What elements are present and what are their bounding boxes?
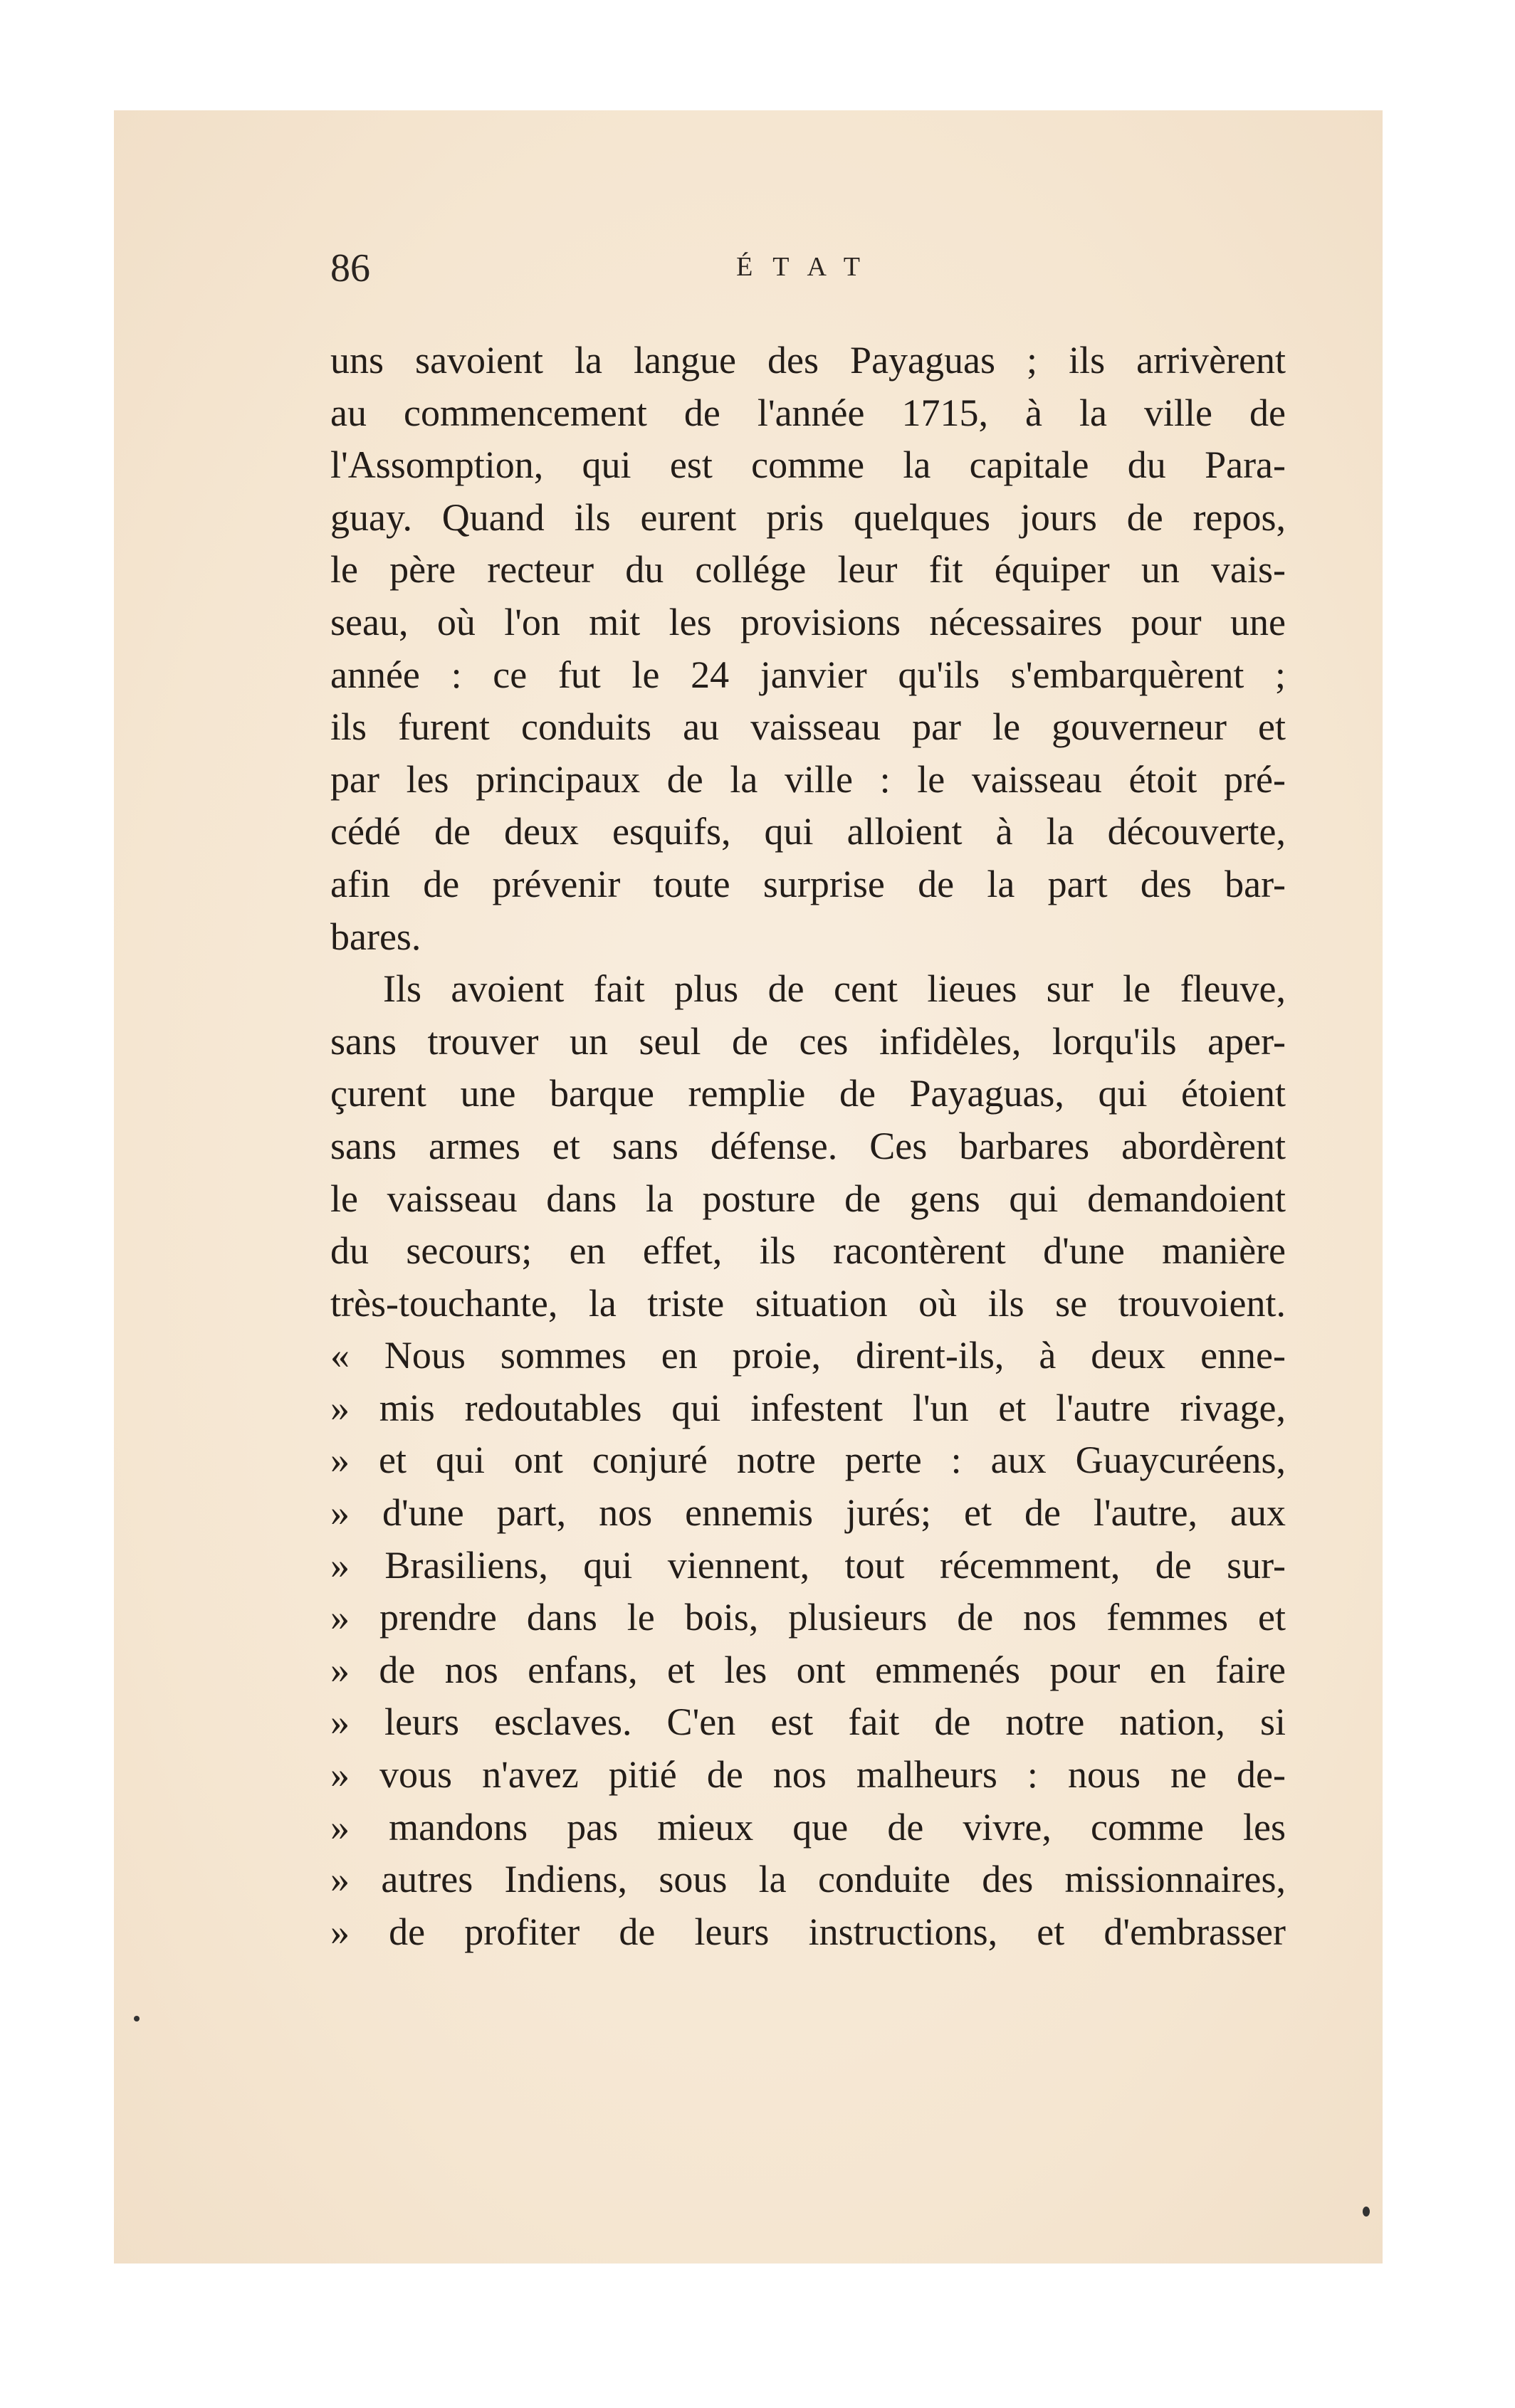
text-line: sans trouver un seul de ces infidèles, lorqu'ils aper-	[330, 1019, 1286, 1063]
text-line: » Brasiliens, qui viennent, tout récemment, de sur-	[330, 1543, 1286, 1587]
text-line: année : ce fut le 24 janvier qu'ils s'embarquèrent ;	[330, 653, 1286, 696]
text-line: du secours; en effet, ils racontèrent d'une manière	[330, 1229, 1286, 1273]
speck	[1363, 2207, 1370, 2217]
text-line: » et qui ont conjuré notre perte : aux Guaycuréens,	[330, 1439, 1286, 1482]
text-line: » mis redoutables qui infestent l'un et l'autre rivage,	[330, 1386, 1286, 1429]
page-number: 86	[330, 246, 370, 290]
text-line: sans armes et sans défense. Ces barbares abordèrent	[330, 1124, 1286, 1167]
text-line: très-touchante, la triste situation où ils se trouvoient.	[330, 1281, 1286, 1325]
page-header	[330, 246, 1286, 295]
text-line: » leurs esclaves. C'en est fait de notre nation, si	[330, 1700, 1286, 1744]
text-line: guay. Quand ils eurent pris quelques jours de repos,	[330, 495, 1286, 539]
text-line: » vous n'avez pitié de nos malheurs : nous ne de-	[330, 1753, 1286, 1797]
text-line: ils furent conduits au vaisseau par le gouverneur et	[330, 705, 1286, 749]
speck	[134, 2016, 140, 2021]
text-line: uns savoient la langue des Payaguas ; ils arrivèrent	[330, 339, 1286, 382]
text-line: çurent une barque remplie de Payaguas, qui étoient	[330, 1072, 1286, 1115]
text-line: » de nos enfans, et les ont emmenés pour en faire	[330, 1648, 1286, 1691]
text-line: » autres Indiens, sous la conduite des missionnaires,	[330, 1858, 1286, 1901]
text-line: par les principaux de la ville : le vaisseau étoit pré-	[330, 757, 1286, 801]
body-text	[330, 335, 1286, 1958]
text-line: l'Assomption, qui est comme la capitale du Para-	[330, 443, 1286, 487]
running-title: ÉTAT	[736, 252, 880, 282]
text-line: bares.	[330, 915, 421, 958]
text-line: Ils avoient fait plus de cent lieues sur le fleuve,	[383, 967, 1286, 1011]
text-line: seau, où l'on mit les provisions nécessaires pour une	[330, 600, 1286, 643]
text-line: le père recteur du collége leur fit équiper un vais-	[330, 548, 1286, 592]
text-line: au commencement de l'année 1715, à la ville de	[330, 391, 1286, 434]
text-line: » d'une part, nos ennemis jurés; et de l'autre, aux	[330, 1491, 1286, 1535]
text-line: « Nous sommes en proie, dirent-ils, à deux enne-	[330, 1334, 1286, 1377]
text-line: afin de prévenir toute surprise de la part des bar-	[330, 862, 1286, 905]
text-line: » de profiter de leurs instructions, et d'embrasser	[330, 1910, 1286, 1953]
text-line: » mandons pas mieux que de vivre, comme les	[330, 1805, 1286, 1849]
text-line: le vaisseau dans la posture de gens qui demandoient	[330, 1177, 1286, 1220]
text-line: cédé de deux esquifs, qui alloient à la découverte,	[330, 810, 1286, 853]
text-line: » prendre dans le bois, plusieurs de nos femmes et	[330, 1596, 1286, 1639]
